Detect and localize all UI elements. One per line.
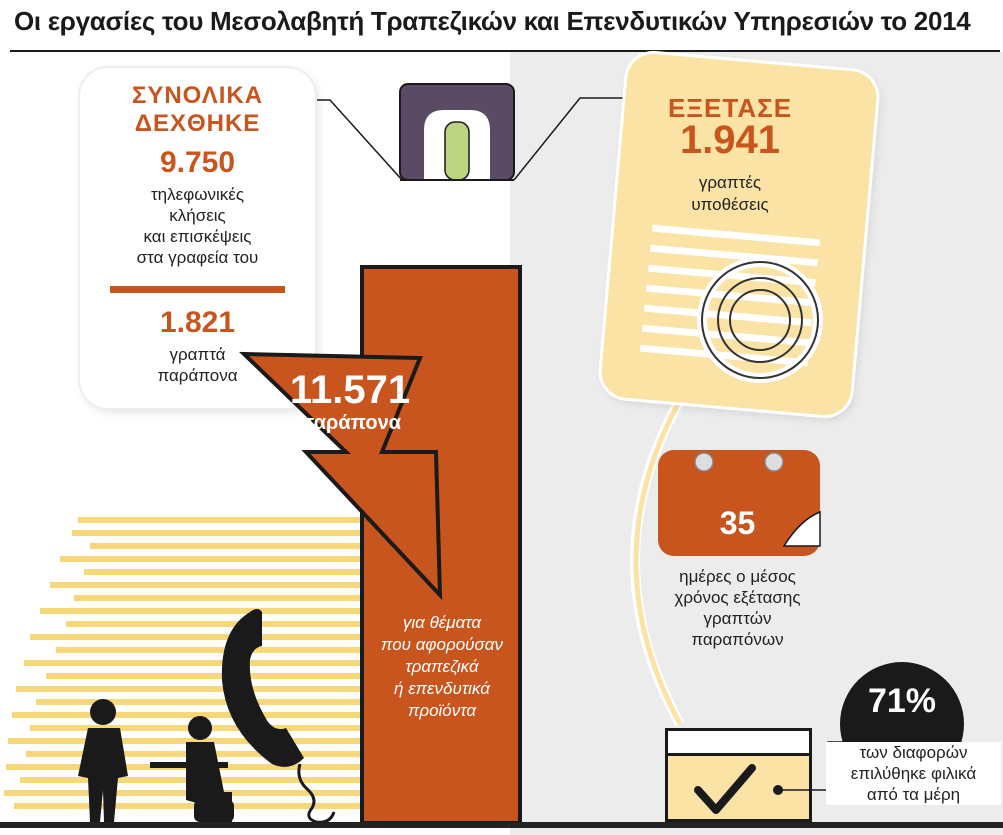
calls-line1: τηλεφωνικές bbox=[150, 185, 245, 204]
written-line1: γραπτά bbox=[169, 345, 226, 364]
calls-line2: κλήσεις bbox=[169, 206, 226, 225]
calls-value: 9.750 bbox=[159, 146, 236, 179]
calendar-line3: γραπτών bbox=[703, 609, 772, 628]
received-heading-line1: ΣΥΝΟΛΙΚΑ bbox=[131, 82, 264, 109]
calls-line4: στα γραφεία του bbox=[136, 248, 259, 267]
calendar-line4: παραπόνων bbox=[691, 630, 784, 649]
bar-line1: για θέματα bbox=[402, 613, 482, 632]
calendar-value: 35 bbox=[719, 505, 756, 541]
page-title: Οι εργασίες του Μεσολαβητή Τραπεζικών και Επενδυτικών Υπηρεσιών το 2014 bbox=[14, 6, 971, 36]
received-heading-line2: ΔΕΧΘΗΚΕ bbox=[134, 110, 261, 137]
bolt-label: παράπονα bbox=[298, 412, 402, 434]
examined-heading: ΕΞΕΤΑΣΕ bbox=[667, 93, 793, 123]
resolution-value: 71% bbox=[867, 682, 937, 720]
written-line2: παράπονα bbox=[157, 366, 238, 385]
examined-line1: γραπτές bbox=[698, 173, 762, 192]
calls-line3: και επισκέψεις bbox=[143, 227, 252, 246]
bar-line5: προϊόντα bbox=[407, 701, 477, 720]
resolution-line2: επιλύθηκε φιλικά bbox=[850, 764, 977, 783]
resolution-line3: από τα μέρη bbox=[866, 785, 961, 804]
bar-line3: τραπεζικά bbox=[405, 657, 479, 676]
examined-line2: υποθέσεις bbox=[691, 195, 769, 214]
bar-line2: που αφορούσαν bbox=[381, 635, 503, 654]
written-value: 1.821 bbox=[159, 306, 236, 339]
examined-value: 1.941 bbox=[679, 118, 781, 162]
calendar-line2: χρόνος εξέτασης bbox=[674, 588, 801, 607]
resolution-caption bbox=[826, 742, 1001, 805]
bolt-value: 11.571 bbox=[289, 368, 411, 412]
resolution-line1: των διαφορών bbox=[859, 743, 968, 762]
calendar-line1: ημέρες ο μέσος bbox=[679, 567, 796, 586]
ground-line bbox=[0, 822, 1003, 828]
bar-line4: ή επενδυτικά bbox=[394, 679, 490, 698]
